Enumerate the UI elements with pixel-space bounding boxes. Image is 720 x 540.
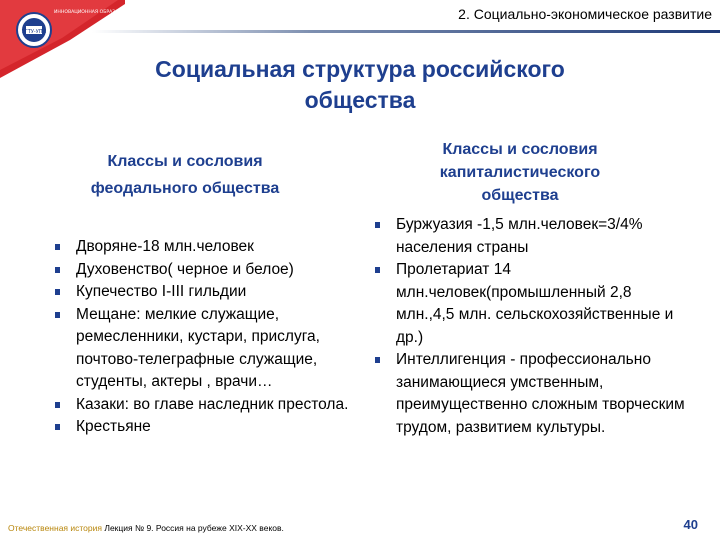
page-number: 40: [683, 517, 698, 532]
list-item-text: Интеллигенция - профессионально занимающиеся умственным, преимущественно сложным творческим трудом, развитием культуры.: [396, 351, 685, 436]
feudal-classes-list: [76, 236, 356, 439]
list-item: [76, 259, 356, 282]
page-title: [60, 54, 660, 116]
list-item: [76, 281, 356, 304]
logo-mark-text: УГТУ-УПИ: [21, 29, 47, 35]
page-title-line-1: Социальная структура российского: [155, 56, 565, 82]
bullet-icon: [55, 424, 60, 430]
list-item: [396, 214, 686, 259]
list-item-text: Мещане: мелкие служащие, ремесленники, кустари, прислуга, почтово-телеграфные служащие, студенты, актеры , врачи…: [76, 305, 320, 390]
list-item-text: Дворяне-18 млн.человек: [76, 238, 254, 255]
header-band: [92, 30, 720, 33]
feudal-heading-line-2: феодального общества: [90, 180, 280, 197]
capitalist-classes-list: [396, 214, 686, 439]
bullet-icon: [55, 402, 60, 408]
bullet-icon: [55, 312, 60, 318]
list-item-text: Пролетариат 14 млн.человек(промышленный 2,8 млн.,4,5 млн. сельскохозяйственные и др.): [396, 261, 674, 346]
list-item: [76, 304, 356, 394]
bullet-icon: [55, 244, 60, 250]
logo-caption-text: ИННОВАЦИОННАЯ ОБРАЗОВАТЕЛЬНАЯ ПРОГРАММА: [54, 10, 179, 15]
bullet-icon: [55, 289, 60, 295]
bullet-icon: [375, 267, 380, 273]
bullet-icon: [55, 267, 60, 273]
footer-course: Отечественная история: [8, 523, 102, 533]
feudal-column-heading: [40, 148, 330, 202]
capitalist-column-heading: [370, 138, 670, 207]
list-item-text: Купечество I-III гильдии: [76, 283, 247, 300]
capitalist-heading-line-3: общества: [481, 187, 559, 204]
list-item-text: Духовенство( черное и белое): [76, 260, 294, 278]
footer-caption: [8, 523, 284, 533]
footer-lecture: Лекция № 9. Россия на рубеже XIX-XX веков.: [104, 523, 284, 533]
bullet-icon: [375, 222, 380, 228]
bullet-icon: [375, 357, 380, 363]
list-item-text: Казаки: во главе наследник престола.: [76, 395, 349, 413]
list-item-text: Крестьяне: [76, 418, 151, 435]
capitalist-heading-line-2: капиталистического: [439, 164, 601, 181]
feudal-heading-line-1: Классы и сословия: [107, 153, 263, 170]
list-item: [76, 394, 356, 417]
page-title-line-2: общества: [304, 87, 416, 113]
list-item: [396, 349, 686, 439]
list-item: [76, 236, 356, 259]
list-item: [76, 416, 356, 439]
list-item-text: Буржуазия -1,5 млн.человек=3/4% населения страны: [396, 216, 643, 256]
section-title: 2. Социально-экономическое развитие: [458, 6, 712, 22]
capitalist-heading-line-1: Классы и сословия: [442, 141, 598, 158]
list-item: [396, 259, 686, 349]
